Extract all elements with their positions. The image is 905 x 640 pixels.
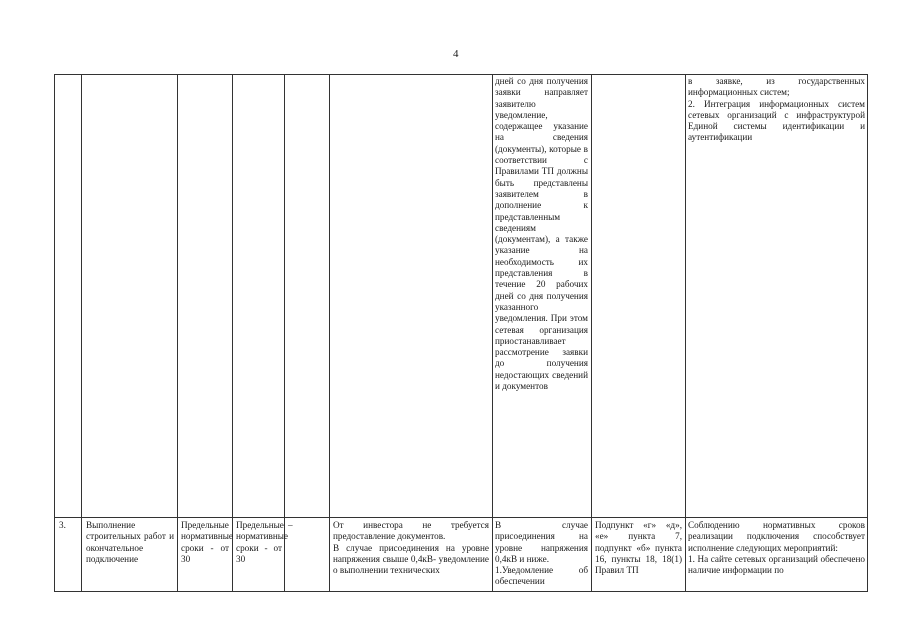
- column-border: [284, 74, 285, 592]
- column-border: [867, 74, 868, 592]
- cell-deadline-2: Предельные нормативные сроки - от 30: [236, 520, 288, 564]
- column-border: [177, 74, 178, 592]
- cell-stage-name: Выполнение строительных работ и окончательное подключение: [86, 520, 174, 564]
- cell-dash: –: [288, 520, 293, 530]
- column-border: [81, 74, 82, 592]
- column-border: [54, 74, 55, 592]
- row-number: 3.: [59, 520, 66, 530]
- column-border: [232, 74, 233, 592]
- cell-requirements: В случае присоединения на уровне напряжения 0,4кВ и ниже. 1.Уведомление об обеспечении: [495, 520, 588, 587]
- cell-deadline: Предельные нормативные сроки - от 30: [181, 520, 233, 564]
- cell-legal-basis: Подпункт «г» «д», «е» пункта 7, подпункт «б» пункта 16, пункты 18, 18(1) Правил ТП: [595, 520, 682, 576]
- cell-top-measures: в заявке, из государственных информационных систем; 2. Интеграция информационных систем сетевых организаций с инфраструктурой Единой системы идентификации и аутентификации: [688, 76, 865, 143]
- cell-top-requirements: дней со дня получения заявки направляет заявителю уведомление, содержащее указание на сведения (документы), которые в соответствии с Правилами ТП должны быть представлены заявителем в дополнение к представленным сведениям (документам), а также указание на необходимость их представления в течение 20 рабочих дней со дня получения указанного уведомления. При этом сетевая организация приостанавливает рассмотрение заявки до получения недостающих сведений и документов: [495, 76, 588, 392]
- column-border: [591, 74, 592, 592]
- column-border: [329, 74, 330, 592]
- cell-measures: Соблюдению нормативных сроков реализации подключения способствует исполнение следующих мероприятий: 1. На сайте сетевых организаций обеспечено наличие информации по: [688, 520, 865, 576]
- column-border: [492, 74, 493, 592]
- procedure-table: [54, 74, 868, 592]
- page-number: 4: [453, 48, 459, 60]
- column-border: [685, 74, 686, 592]
- cell-documents: От инвестора не требуется предоставление документов. В случае присоединения на уровне напряжения свыше 0,4кВ- уведомление о выполнении технических: [333, 520, 489, 576]
